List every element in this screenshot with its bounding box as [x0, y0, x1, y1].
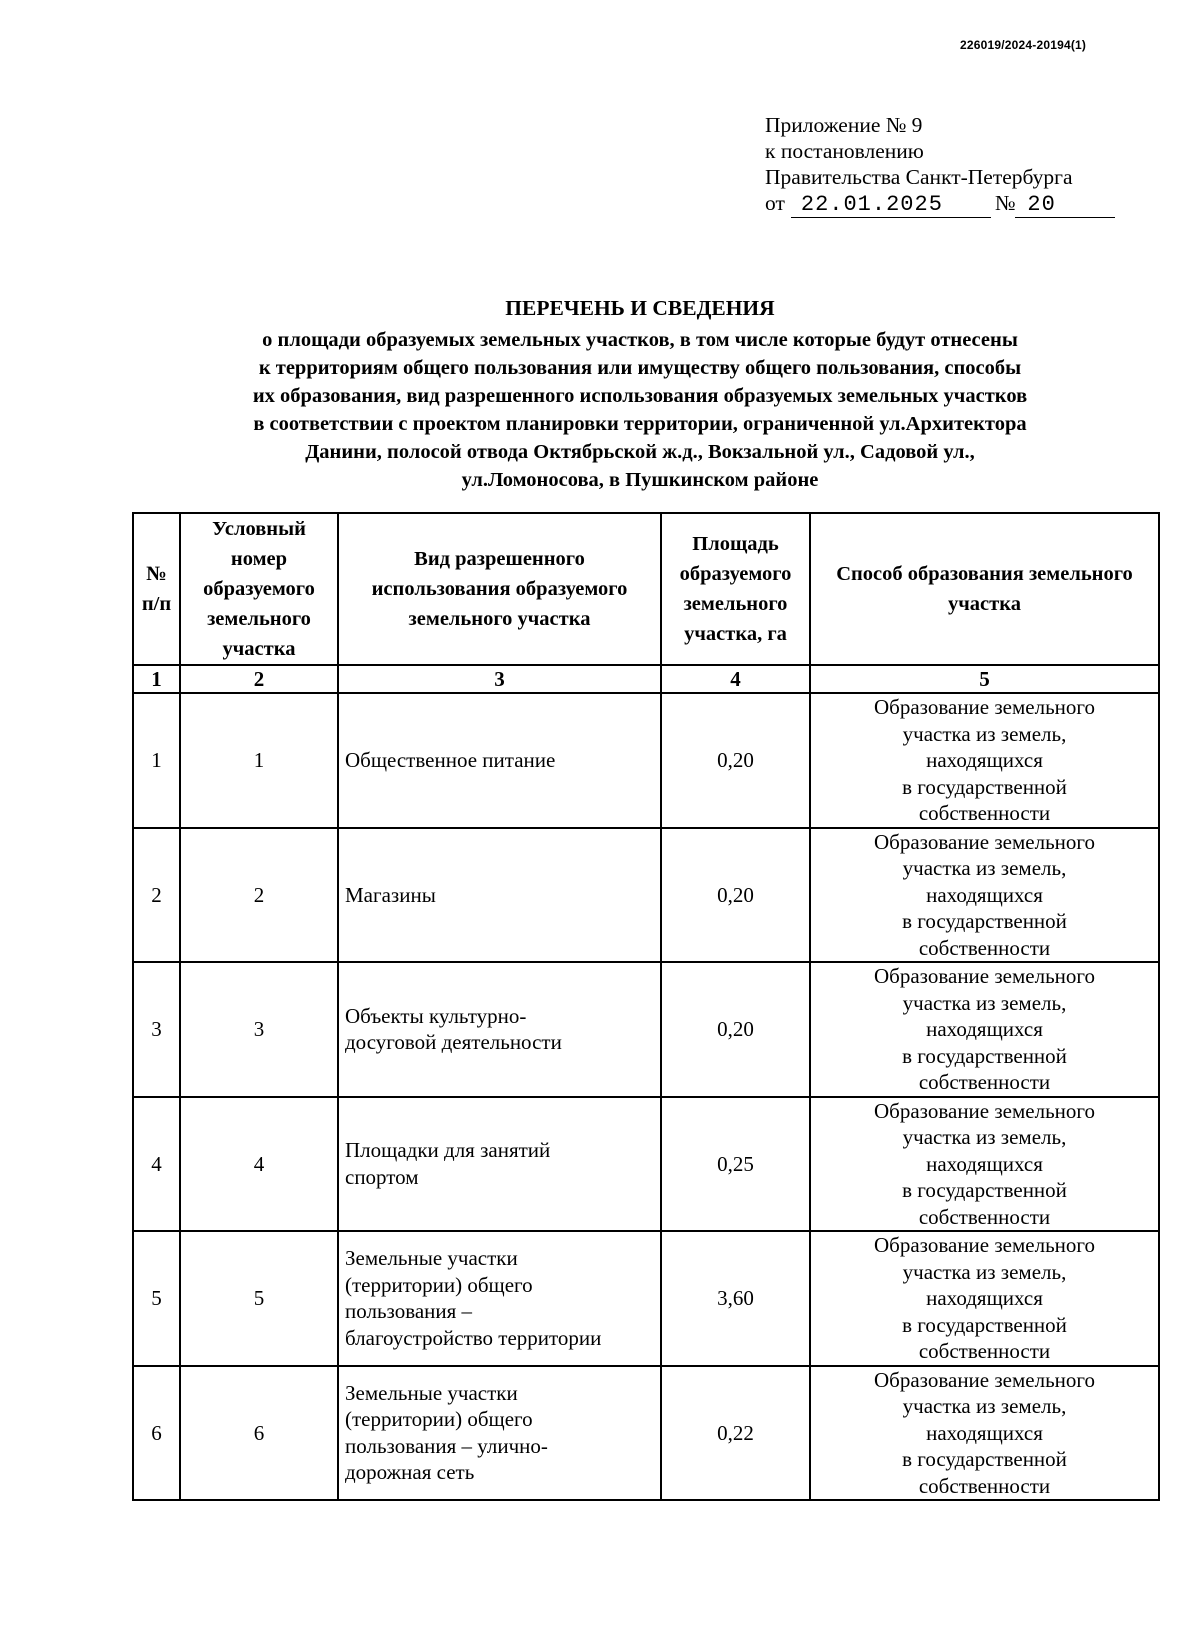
formation-method: [810, 693, 1159, 828]
permitted-use-text: Объекты культурно- досуговой деятельности: [345, 1003, 562, 1055]
header-plot-number: Условный номер образуемого земельного участка: [180, 513, 338, 665]
number-prefix: №: [994, 191, 1016, 215]
column-numbers-row: [133, 665, 1159, 693]
column-number: 4: [661, 665, 810, 693]
row-no: 5: [133, 1231, 180, 1366]
row-no: 2: [133, 828, 180, 963]
formation-method: [810, 962, 1159, 1097]
table-row: [133, 1097, 1159, 1232]
row-no: 4: [133, 1097, 180, 1232]
subtitle-line: Данини, полосой отвода Октябрьской ж.д., Вокзальной ул., Садовой ул.,: [305, 441, 975, 463]
subtitle-line: ул.Ломоносова, в Пушкинском районе: [461, 469, 819, 491]
appendix-line-1: Приложение № 9: [765, 113, 923, 137]
formation-method-text: Образование земельного участка из земель, находящихся в государственной собственности: [874, 964, 1095, 1094]
permitted-use: [338, 962, 661, 1097]
table-row: [133, 1231, 1159, 1366]
table-row: [133, 962, 1159, 1097]
header-no: № п/п: [133, 513, 180, 665]
registration-number: 226019/2024-20194(1): [960, 38, 1087, 52]
plot-area: 0,20: [661, 828, 810, 963]
permitted-use: [338, 1366, 661, 1501]
date-prefix: от: [765, 191, 785, 215]
appendix-line-2: к постановлению: [765, 139, 924, 163]
column-number: 3: [338, 665, 661, 693]
formation-method: [810, 1097, 1159, 1232]
appendix-date-line: [765, 190, 1115, 218]
column-number: 5: [810, 665, 1159, 693]
appendix-block: [765, 112, 1115, 218]
document-title: ПЕРЕЧЕНЬ И СВЕДЕНИЯ: [505, 296, 775, 320]
permitted-use: [338, 693, 661, 828]
plot-area: 3,60: [661, 1231, 810, 1366]
resolution-number: 20: [1015, 193, 1115, 218]
resolution-date: 22.01.2025: [791, 193, 991, 218]
table-row: [133, 693, 1159, 828]
subtitle-line: их образования, вид разрешенного использования образуемых земельных участков: [252, 385, 1028, 407]
permitted-use-text: Площадки для занятий спортом: [345, 1138, 551, 1189]
plot-area: 0,22: [661, 1366, 810, 1501]
formation-method-text: Образование земельного участка из земель, находящихся в государственной собственности: [874, 1233, 1095, 1363]
permitted-use-text: Магазины: [345, 882, 436, 907]
document-subtitle: [150, 326, 1130, 494]
plot-number: 1: [180, 693, 338, 828]
table-row: [133, 828, 1159, 963]
row-no: 6: [133, 1366, 180, 1501]
header-formation-method: Способ образования земельного участка: [810, 513, 1159, 665]
plot-number: 3: [180, 962, 338, 1097]
plot-area: 0,20: [661, 962, 810, 1097]
subtitle-line: о площади образуемых земельных участков, в том числе которые будут отнесены: [262, 329, 1018, 351]
row-no: 1: [133, 693, 180, 828]
plot-number: 2: [180, 828, 338, 963]
formation-method-text: Образование земельного участка из земель, находящихся в государственной собственности: [874, 695, 1095, 825]
header-permitted-use: Вид разрешенного использования образуемого земельного участка: [338, 513, 661, 665]
row-no: 3: [133, 962, 180, 1097]
plot-number: 5: [180, 1231, 338, 1366]
table-row: [133, 1366, 1159, 1501]
formation-method: [810, 1231, 1159, 1366]
subtitle-line: в соответствии с проектом планировки территории, ограниченной ул.Архитектора: [253, 413, 1027, 435]
formation-method: [810, 828, 1159, 963]
formation-method-text: Образование земельного участка из земель, находящихся в государственной собственности: [874, 1367, 1095, 1498]
column-number: 1: [133, 665, 180, 693]
header-area: Площадь образуемого земельного участка, га: [661, 513, 810, 665]
subtitle-line: к территориям общего пользования или имуществу общего пользования, способы: [258, 357, 1022, 379]
formation-method-text: Образование земельного участка из земель, находящихся в государственной собственности: [874, 829, 1095, 960]
plot-number: 6: [180, 1366, 338, 1501]
permitted-use-text: Земельные участки (территории) общего пользования – благоустройство территории: [345, 1246, 602, 1350]
plot-area: 0,20: [661, 693, 810, 828]
column-number: 2: [180, 665, 338, 693]
permitted-use: [338, 1231, 661, 1366]
appendix-line-3: Правительства Санкт-Петербурга: [765, 165, 1073, 189]
permitted-use: [338, 1097, 661, 1232]
permitted-use-text: Земельные участки (территории) общего пользования – улично- дорожная сеть: [345, 1380, 548, 1485]
land-plots-table: [132, 512, 1160, 1501]
formation-method-text: Образование земельного участка из земель, находящихся в государственной собственности: [874, 1098, 1095, 1229]
plot-area: 0,25: [661, 1097, 810, 1232]
permitted-use-text: Общественное питание: [345, 748, 556, 772]
permitted-use: [338, 828, 661, 963]
plot-number: 4: [180, 1097, 338, 1232]
formation-method: [810, 1366, 1159, 1501]
table-header-row: [133, 513, 1159, 665]
